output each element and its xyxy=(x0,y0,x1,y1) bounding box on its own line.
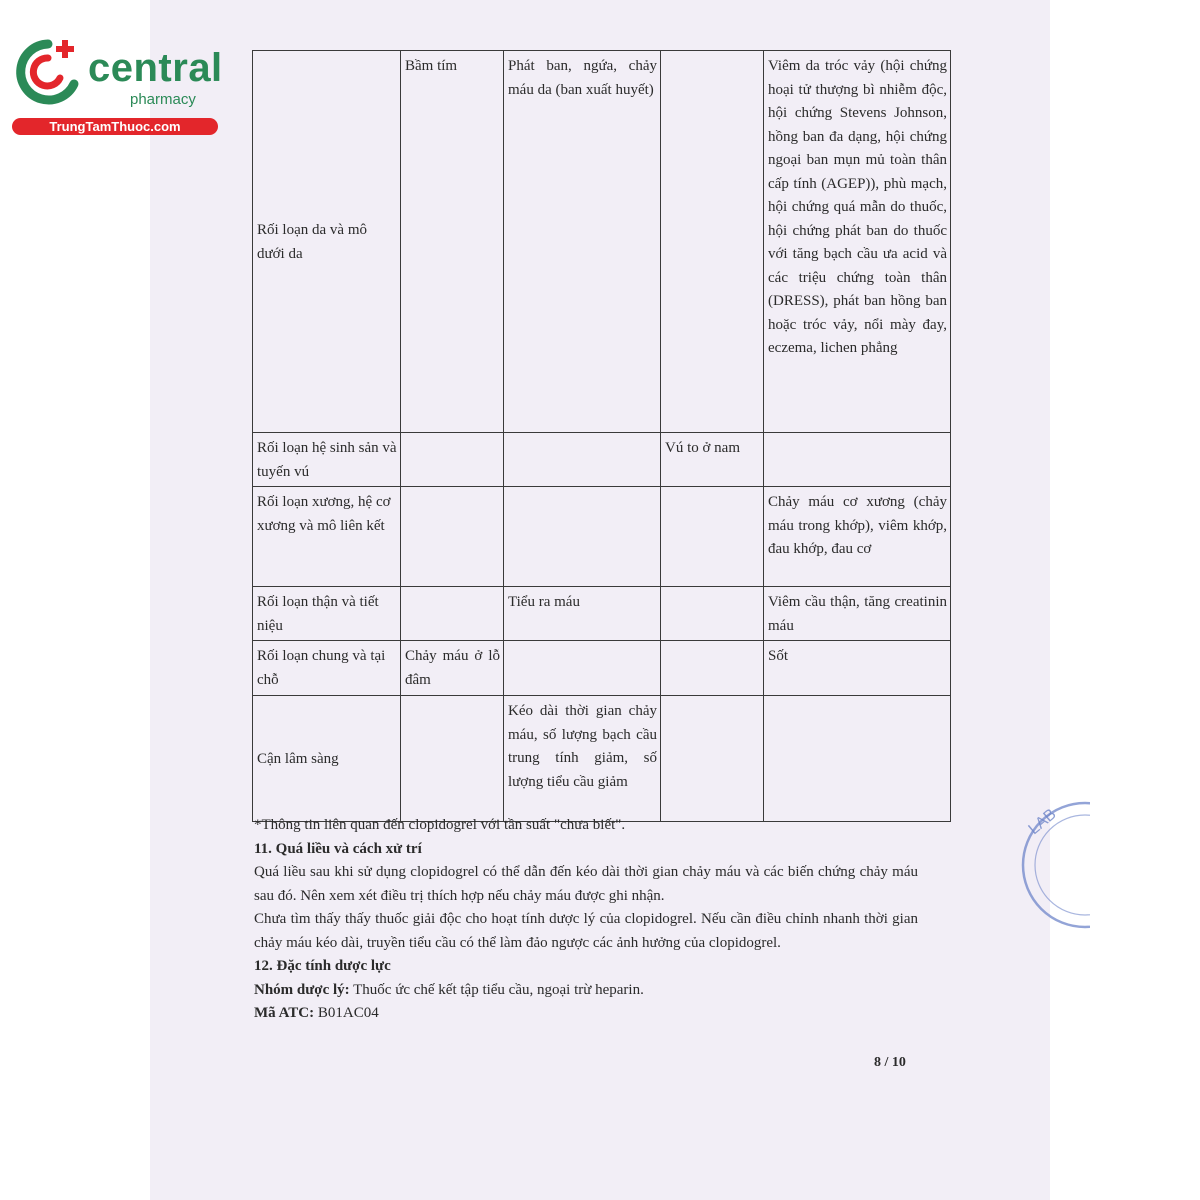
atc-code-value: B01AC04 xyxy=(314,1005,379,1021)
freq-cell xyxy=(661,641,764,696)
company-stamp xyxy=(1010,790,1090,940)
freq-cell: Viêm cầu thận, tăng creatinin máu xyxy=(764,587,951,641)
atc-code-label: Mã ATC: xyxy=(254,1005,315,1021)
table-row xyxy=(253,51,951,433)
section-11-heading: 11. Quá liều và cách xử trí xyxy=(254,840,422,857)
section-11-paragraph-1: Quá liều sau khi sử dụng clopidogrel có thể dẫn đến kéo dài thời gian chảy máu và các biến chứng chảy máu sau đó. Nên xem xét điều trị thích hợp nếu chảy máu được ghi nhận. xyxy=(254,864,918,904)
freq-cell xyxy=(661,587,764,641)
logo-name: central xyxy=(88,46,223,90)
freq-cell xyxy=(504,487,661,587)
freq-cell xyxy=(661,51,764,433)
freq-cell: Chảy máu ở lỗ đâm xyxy=(401,641,504,696)
freq-cell xyxy=(504,641,661,696)
table-row xyxy=(253,587,951,641)
pharmacy-cross-icon xyxy=(12,36,84,108)
section-11-paragraph-2: Chưa tìm thấy thấy thuốc giải độc cho hoạt tính dược lý của clopidogrel. Nếu cần điều chỉnh nhanh thời gian chảy máu kéo dài, truyền tiểu cầu có thể làm đảo ngược các ảnh hưởng của clopidogrel. xyxy=(254,911,918,951)
logo-website-link[interactable]: TrungTamThuoc.com xyxy=(12,118,218,135)
freq-cell xyxy=(504,433,661,487)
section-12-heading: 12. Đặc tính dược lực xyxy=(254,958,391,974)
freq-cell: Vú to ở nam xyxy=(661,433,764,487)
freq-cell xyxy=(401,487,504,587)
freq-cell: Viêm da tróc vảy (hội chứng hoại tử thượng bì nhiễm độc, hội chứng Stevens Johnson, hồng ban đa dạng, hội chứng ngoại ban mụn mủ toàn thân cấp tính (AGEP)), phù mạch, hội chứng quá mẫn do thuốc, hội chứng phát ban do thuốc với tăng bạch cầu ưa acid và các triệu chứng toàn thân (DRESS), phát ban hồng ban hoặc tróc vảy, nổi mày đay, eczema, lichen phẳng xyxy=(764,51,951,433)
table-row xyxy=(253,696,951,822)
central-pharmacy-logo xyxy=(8,36,223,136)
freq-cell: Chảy máu cơ xương (chảy máu trong khớp), viêm khớp, đau khớp, đau cơ xyxy=(764,487,951,587)
freq-cell xyxy=(764,433,951,487)
logo-subtitle: pharmacy xyxy=(130,91,196,108)
organ-cell: Rối loạn da và mô dưới da xyxy=(253,51,401,433)
freq-cell xyxy=(661,696,764,822)
freq-cell xyxy=(764,696,951,822)
freq-cell xyxy=(401,696,504,822)
freq-cell xyxy=(401,587,504,641)
organ-cell: Cận lâm sàng xyxy=(253,696,401,822)
freq-cell: Tiểu ra máu xyxy=(504,587,661,641)
organ-cell: Rối loạn chung và tại chỗ xyxy=(253,641,401,696)
body-text xyxy=(254,814,918,1026)
freq-cell xyxy=(661,487,764,587)
organ-cell: Rối loạn xương, hệ cơ xương và mô liên kết xyxy=(253,487,401,587)
freq-cell: Sốt xyxy=(764,641,951,696)
stamp-text: LAB xyxy=(1025,805,1060,839)
pharmacologic-group-label: Nhóm dược lý: xyxy=(254,981,350,998)
pharmacologic-group xyxy=(254,979,918,1003)
page-number: 8 / 10 xyxy=(874,1055,906,1070)
freq-cell: Bầm tím xyxy=(401,51,504,433)
table-row xyxy=(253,433,951,487)
atc-code xyxy=(254,1002,918,1026)
table-row xyxy=(253,487,951,587)
freq-cell: Phát ban, ngứa, chảy máu da (ban xuất huyết) xyxy=(504,51,661,433)
table-row xyxy=(253,641,951,696)
freq-cell: Kéo dài thời gian chảy máu, số lượng bạch cầu trung tính giảm, số lượng tiểu cầu giảm xyxy=(504,696,661,822)
organ-cell: Rối loạn thận và tiết niệu xyxy=(253,587,401,641)
organ-cell: Rối loạn hệ sinh sản và tuyến vú xyxy=(253,433,401,487)
freq-cell xyxy=(401,433,504,487)
adverse-reactions-table xyxy=(252,50,951,822)
table-footnote: *Thông tin liên quan đến clopidogrel với tần suất "chưa biết". xyxy=(254,817,626,833)
pharmacologic-group-value: Thuốc ức chế kết tập tiểu cầu, ngoại trừ heparin. xyxy=(349,981,644,998)
